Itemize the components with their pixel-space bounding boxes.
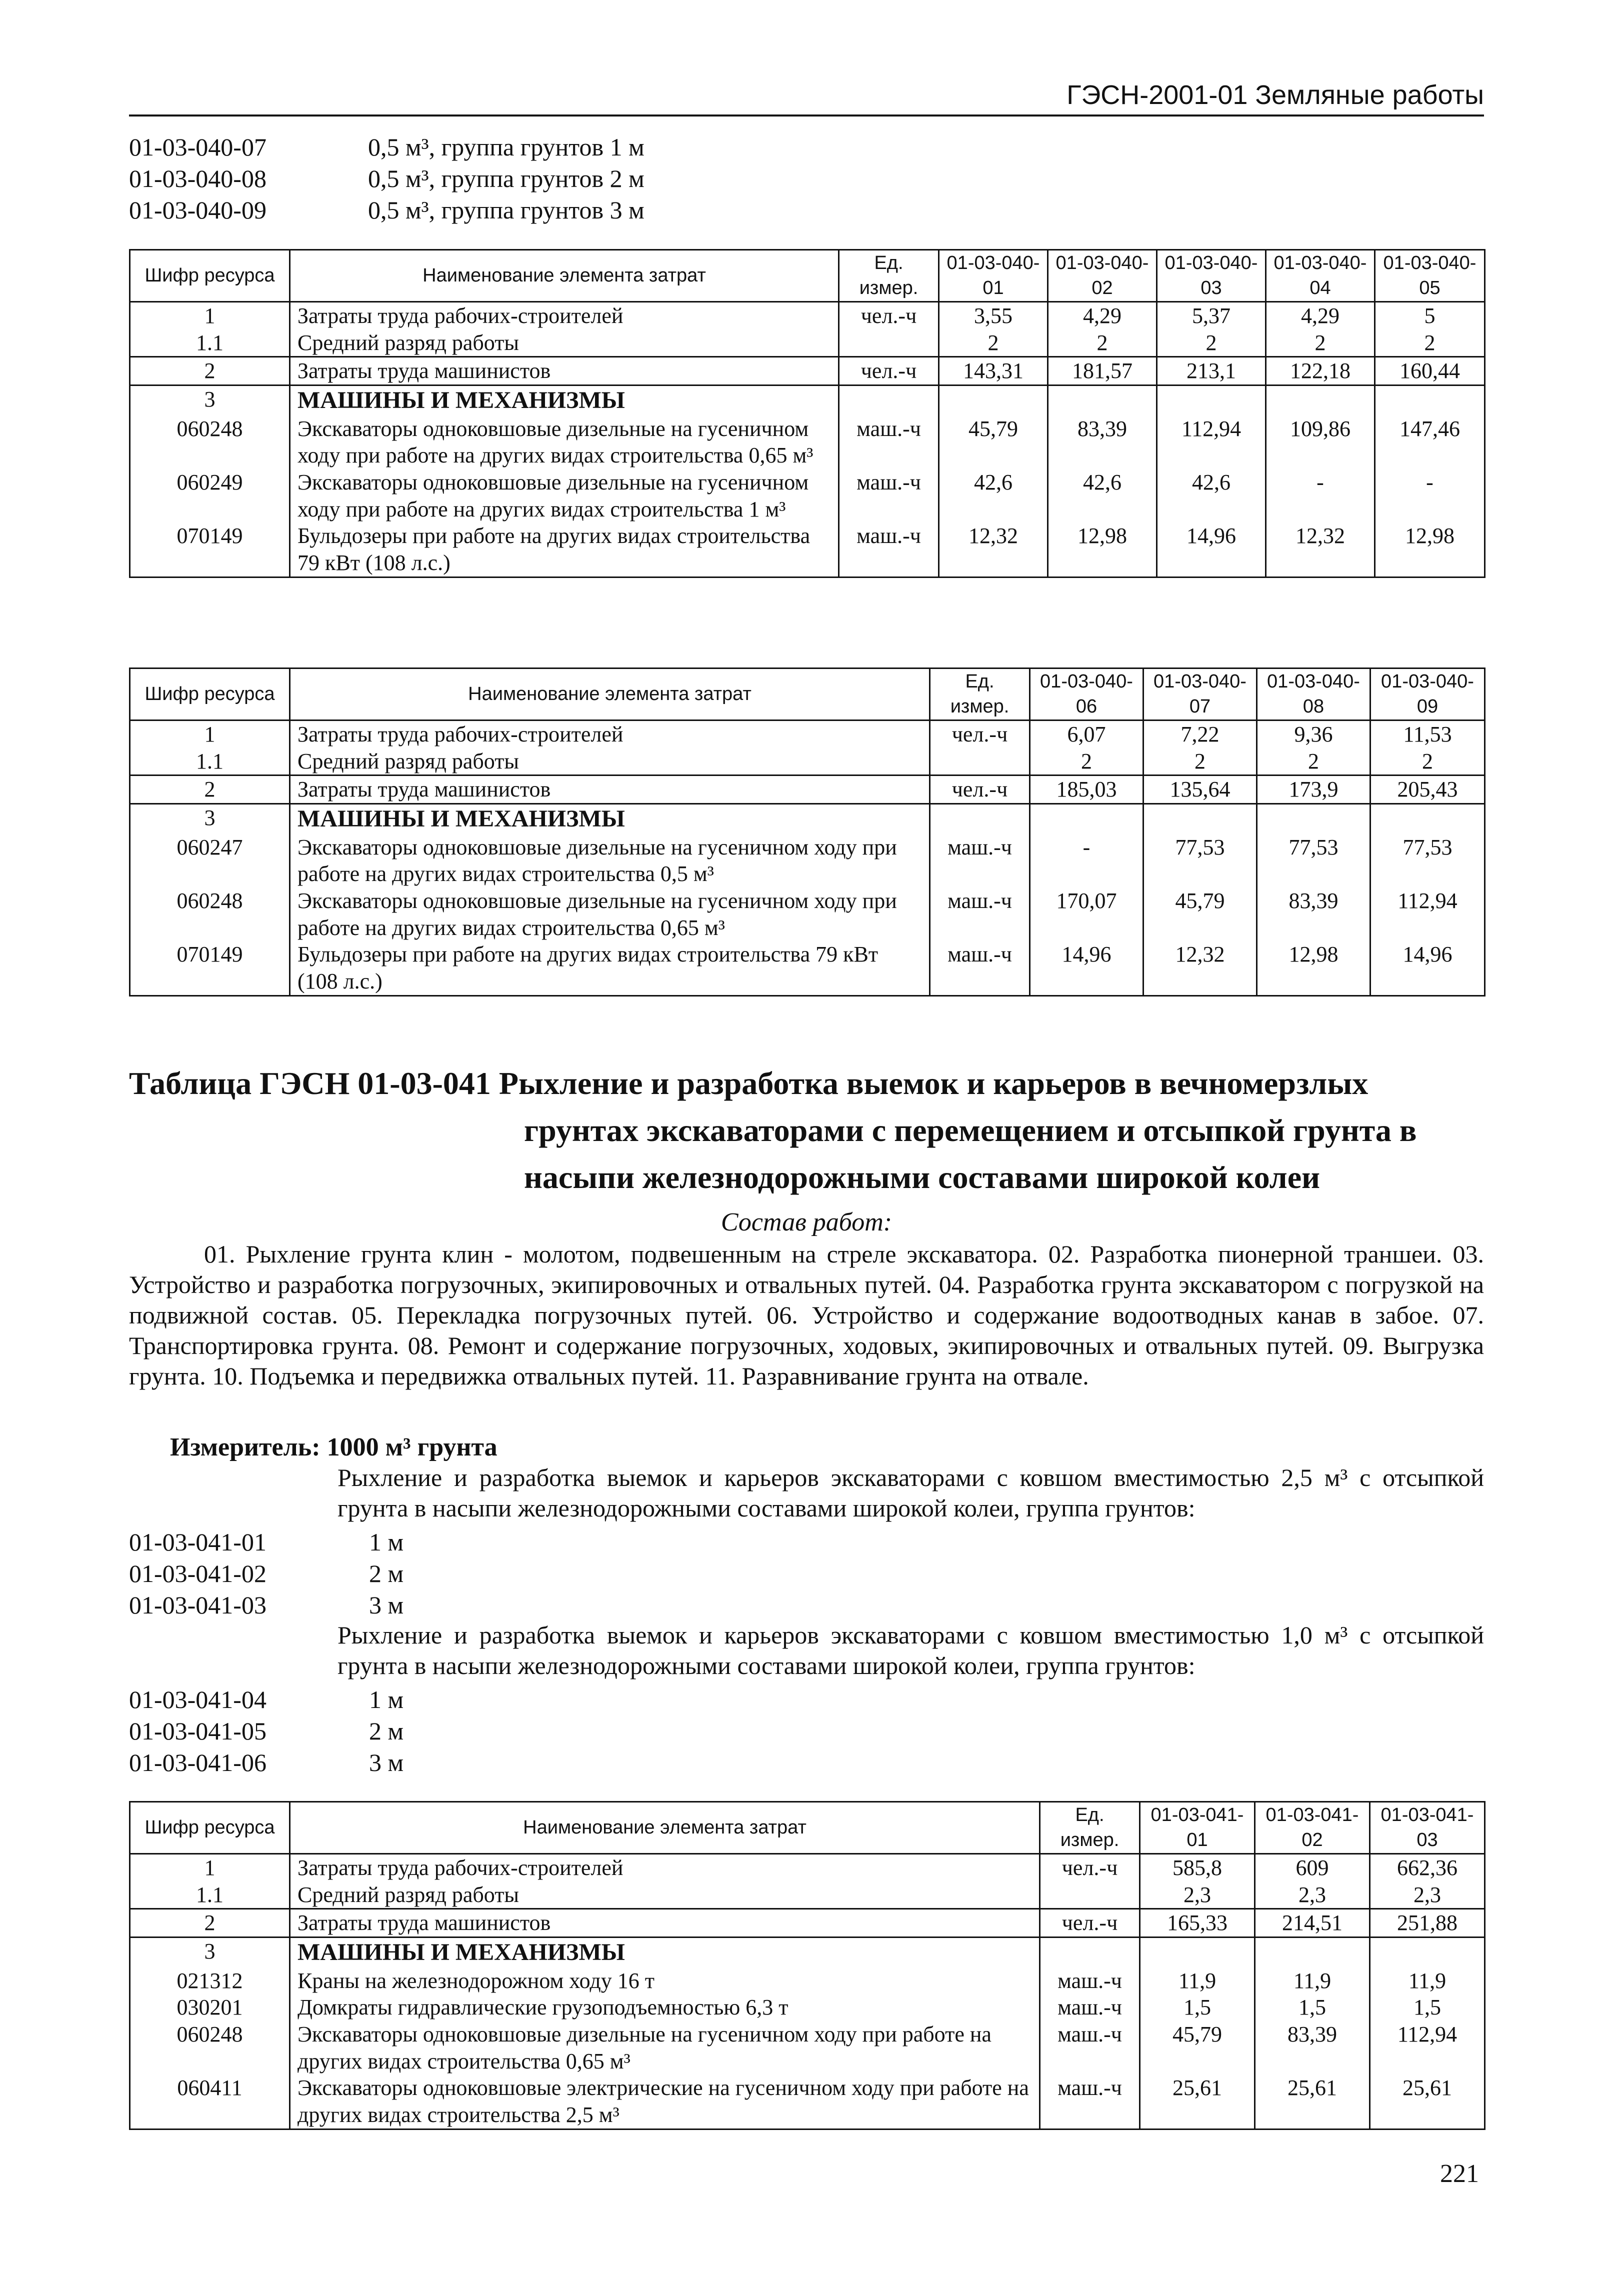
cell-value: 83,39	[1255, 2021, 1370, 2074]
cell-value	[1157, 386, 1266, 416]
cell-value: 214,51	[1255, 1909, 1370, 1938]
cell-value: 170,07	[1030, 888, 1144, 941]
table-row	[130, 748, 1485, 776]
code-row	[129, 196, 1484, 227]
code-desc: 2 м	[369, 1717, 404, 1745]
cell-value: 83,39	[1257, 888, 1370, 941]
table-row	[130, 720, 1485, 748]
table-title-line: грунтах экскаваторами с перемещением и отсыпкой грунта в	[524, 1112, 1417, 1148]
cell-value: 122,18	[1266, 357, 1375, 386]
cell-code: 1	[130, 1854, 290, 1882]
cell-value: 7,22	[1144, 720, 1257, 748]
cell-value: 109,86	[1266, 416, 1375, 469]
cell-value	[1144, 804, 1257, 834]
cell-value: 2,3	[1370, 1882, 1485, 1909]
cell-value	[1048, 386, 1157, 416]
col-header: 01-03-040-02	[1048, 250, 1157, 302]
cell-value: -	[1375, 469, 1485, 522]
table-row	[130, 1909, 1485, 1938]
cell-value	[1140, 1938, 1255, 1968]
section-title: МАШИНЫ И МЕХАНИЗМЫ	[290, 386, 839, 416]
cell-value	[1370, 1938, 1485, 1968]
cell-value: 12,98	[1257, 941, 1370, 996]
cell-unit	[1040, 1882, 1140, 1909]
cell-unit: маш.-ч	[930, 888, 1030, 941]
group-a-codes	[129, 1528, 1484, 1622]
code-row	[129, 1590, 1484, 1622]
cell-value: 11,9	[1370, 1968, 1485, 1994]
col-header: Ед. измер.	[839, 250, 939, 302]
page-number: 221	[1440, 2160, 1479, 2188]
col-header: 01-03-040-07	[1144, 668, 1257, 720]
cell-value: 5	[1375, 302, 1485, 330]
cell-value	[1030, 804, 1144, 834]
cell-code: 3	[130, 804, 290, 834]
table-row	[130, 941, 1485, 996]
cell-value: 83,39	[1048, 416, 1157, 469]
table-header-row	[130, 668, 1485, 720]
cell-name: Бульдозеры при работе на других видах строительства 79 кВт (108 л.с.)	[290, 941, 930, 996]
cell-value: 12,98	[1048, 522, 1157, 577]
group-a-text: Рыхление и разработка выемок и карьеров экскаваторами с ковшом вместимостью 2,5 м³ с отсыпкой грунта в насыпи железнодорожными составами широкой колеи, группа грунтов:	[338, 1464, 1484, 1522]
cell-name: Затраты труда рабочих-строителей	[290, 302, 839, 330]
col-header: Шифр ресурса	[130, 1802, 290, 1854]
cell-value: 147,46	[1375, 416, 1485, 469]
cell-value	[1255, 1938, 1370, 1968]
code: 01-03-041-03	[129, 1591, 266, 1619]
cell-code: 1.1	[130, 330, 290, 357]
table-row	[130, 776, 1485, 804]
cell-value: 2	[1266, 330, 1375, 357]
cell-value: 2	[939, 330, 1048, 357]
cell-unit: маш.-ч	[1040, 2074, 1140, 2129]
cell-value	[1266, 386, 1375, 416]
code-row	[129, 1685, 1484, 1716]
cell-value: 2	[1257, 748, 1370, 776]
cell-value	[1375, 386, 1485, 416]
cell-value: 25,61	[1140, 2074, 1255, 2129]
table-row	[130, 1994, 1485, 2021]
cell-value	[939, 386, 1048, 416]
table-row	[130, 1882, 1485, 1909]
cell-value: 2	[1375, 330, 1485, 357]
cell-unit: чел.-ч	[839, 302, 939, 330]
cell-value: 609	[1255, 1854, 1370, 1882]
cell-code: 060248	[130, 888, 290, 941]
cell-value: 165,33	[1140, 1909, 1255, 1938]
table-title-line: насыпи железнодорожными составами широкой колеи	[524, 1160, 1320, 1195]
cell-name: Затраты труда машинистов	[290, 1909, 1040, 1938]
cell-name: Затраты труда рабочих-строителей	[290, 720, 930, 748]
table-row	[130, 330, 1485, 357]
cell-value: 4,29	[1266, 302, 1375, 330]
cell-name: Затраты труда машинистов	[290, 357, 839, 386]
cell-unit: маш.-ч	[1040, 1994, 1140, 2021]
code-row	[129, 132, 1484, 164]
cell-value: 181,57	[1048, 357, 1157, 386]
cell-value: 205,43	[1370, 776, 1485, 804]
cell-code: 070149	[130, 522, 290, 577]
cell-unit	[839, 386, 939, 416]
cell-value: 77,53	[1370, 834, 1485, 888]
code: 01-03-040-09	[129, 196, 266, 224]
col-header: Ед. измер.	[1040, 1802, 1140, 1854]
cell-code: 021312	[130, 1968, 290, 1994]
cell-value: -	[1266, 469, 1375, 522]
code: 01-03-041-01	[129, 1528, 266, 1556]
cell-value: 12,32	[1144, 941, 1257, 996]
cell-unit: чел.-ч	[839, 357, 939, 386]
cell-name: Средний разряд работы	[290, 330, 839, 357]
code: 01-03-041-02	[129, 1560, 266, 1588]
cell-value: 173,9	[1257, 776, 1370, 804]
code-desc: 3 м	[369, 1591, 404, 1619]
header-title: ГЭСН-2001-01 Земляные работы	[1066, 80, 1484, 110]
cell-value: 42,6	[1048, 469, 1157, 522]
col-header: Шифр ресурса	[130, 668, 290, 720]
cell-unit: чел.-ч	[930, 776, 1030, 804]
cell-name: Затраты труда рабочих-строителей	[290, 1854, 1040, 1882]
code-row	[129, 1716, 1484, 1748]
cell-value: 45,79	[1140, 2021, 1255, 2074]
cell-code: 1.1	[130, 1882, 290, 1909]
col-header: Ед. измер.	[930, 668, 1030, 720]
cell-name: Экскаваторы одноковшовые дизельные на гусеничном ходу при работе на других видах строительства 0,65 м³	[290, 2021, 1040, 2074]
col-header: Наименование элемента затрат	[290, 668, 930, 720]
running-header	[129, 78, 1484, 116]
cell-unit	[930, 804, 1030, 834]
code-desc: 0,5 м³, группа грунтов 2 м	[368, 164, 644, 192]
code-row	[129, 1528, 1484, 1559]
cell-value: 14,96	[1157, 522, 1266, 577]
code-desc: 0,5 м³, группа грунтов 1 м	[368, 133, 644, 161]
cell-unit: маш.-ч	[839, 416, 939, 469]
cell-value: 77,53	[1257, 834, 1370, 888]
table-row	[130, 834, 1485, 888]
cell-unit: маш.-ч	[930, 941, 1030, 996]
cell-code: 2	[130, 776, 290, 804]
code-desc: 1 м	[369, 1686, 404, 1714]
cell-unit: маш.-ч	[839, 522, 939, 577]
cell-code: 1	[130, 720, 290, 748]
code-desc: 3 м	[369, 1748, 404, 1776]
cell-value: 112,94	[1157, 416, 1266, 469]
table-row	[130, 302, 1485, 330]
resource-table-2	[129, 668, 1486, 996]
measure-value: 1000 м³ грунта	[326, 1433, 498, 1462]
resource-table-1	[129, 249, 1486, 578]
cell-value: 251,88	[1370, 1909, 1485, 1938]
cell-unit: маш.-ч	[1040, 2021, 1140, 2074]
cell-value: -	[1030, 834, 1144, 888]
cell-value: 1,5	[1370, 1994, 1485, 2021]
code: 01-03-041-05	[129, 1717, 266, 1745]
code-row	[129, 1559, 1484, 1590]
table-title-line: Таблица ГЭСН 01-03-041 Рыхление и разработка выемок и карьеров в вечномерзлых	[129, 1066, 1368, 1101]
table-row	[130, 1854, 1485, 1882]
cell-value: 11,9	[1140, 1968, 1255, 1994]
cell-value: 45,79	[939, 416, 1048, 469]
cell-value: 2	[1030, 748, 1144, 776]
cell-value: 12,32	[1266, 522, 1375, 577]
section-title: МАШИНЫ И МЕХАНИЗМЫ	[290, 1938, 1040, 1968]
col-header: 01-03-040-04	[1266, 250, 1375, 302]
code-row	[129, 164, 1484, 196]
cell-code: 060247	[130, 834, 290, 888]
cell-value: 3,55	[939, 302, 1048, 330]
cell-value: 143,31	[939, 357, 1048, 386]
col-header: 01-03-041-02	[1255, 1802, 1370, 1854]
table-title	[129, 1060, 1484, 1201]
cell-name: Экскаваторы одноковшовые дизельные на гусеничном ходу при работе на других видах строительства 1 м³	[290, 469, 839, 522]
cell-code: 3	[130, 1938, 290, 1968]
cell-unit: маш.-ч	[1040, 1968, 1140, 1994]
cell-name: Затраты труда машинистов	[290, 776, 930, 804]
col-header: 01-03-040-05	[1375, 250, 1485, 302]
cell-value: 42,6	[939, 469, 1048, 522]
code-row	[129, 1748, 1484, 1780]
group-b-codes	[129, 1685, 1484, 1780]
cell-value: 11,9	[1255, 1968, 1370, 1994]
cell-unit	[1040, 1938, 1140, 1968]
cell-unit	[930, 748, 1030, 776]
cell-unit: чел.-ч	[930, 720, 1030, 748]
cell-value: 25,61	[1255, 2074, 1370, 2129]
cell-value: 2	[1144, 748, 1257, 776]
code: 01-03-040-07	[129, 133, 266, 161]
cell-name: Краны на железнодорожном ходу 16 т	[290, 1968, 1040, 1994]
table-row	[130, 1968, 1485, 1994]
cell-value: 11,53	[1370, 720, 1485, 748]
code: 01-03-041-06	[129, 1748, 266, 1776]
cell-value: 9,36	[1257, 720, 1370, 748]
cell-code: 1	[130, 302, 290, 330]
table-row	[130, 888, 1485, 941]
cell-value: 112,94	[1370, 2021, 1485, 2074]
table-row	[130, 2021, 1485, 2074]
cell-value: 1,5	[1140, 1994, 1255, 2021]
cell-unit: маш.-ч	[930, 834, 1030, 888]
cell-name: Средний разряд работы	[290, 1882, 1040, 1909]
col-header: Шифр ресурса	[130, 250, 290, 302]
col-header: 01-03-040-01	[939, 250, 1048, 302]
code-desc: 0,5 м³, группа грунтов 3 м	[368, 196, 644, 224]
cell-value: 1,5	[1255, 1994, 1370, 2021]
cell-value: 12,98	[1375, 522, 1485, 577]
cell-code: 060411	[130, 2074, 290, 2129]
cell-code: 030201	[130, 1994, 290, 2021]
cell-value: 213,1	[1157, 357, 1266, 386]
cell-code: 060248	[130, 416, 290, 469]
cell-code: 3	[130, 386, 290, 416]
cell-name: Экскаваторы одноковшовые дизельные на гусеничном ходу при работе на других видах строительства 0,65 м³	[290, 416, 839, 469]
col-header: 01-03-041-01	[1140, 1802, 1255, 1854]
table-row	[130, 522, 1485, 577]
cell-value: 112,94	[1370, 888, 1485, 941]
col-header: Наименование элемента затрат	[290, 250, 839, 302]
table-row	[130, 2074, 1485, 2129]
cell-value: 42,6	[1157, 469, 1266, 522]
table-row	[130, 357, 1485, 386]
cell-value: 160,44	[1375, 357, 1485, 386]
cell-value: 185,03	[1030, 776, 1144, 804]
cell-unit: чел.-ч	[1040, 1909, 1140, 1938]
code-desc: 1 м	[369, 1528, 404, 1556]
cell-code: 070149	[130, 941, 290, 996]
cell-code: 2	[130, 1909, 290, 1938]
table-header-row	[130, 1802, 1485, 1854]
code: 01-03-040-08	[129, 164, 266, 192]
col-header: 01-03-040-06	[1030, 668, 1144, 720]
section-title: МАШИНЫ И МЕХАНИЗМЫ	[290, 804, 930, 834]
col-header: Наименование элемента затрат	[290, 1802, 1040, 1854]
cell-unit: маш.-ч	[839, 469, 939, 522]
cell-value: 135,64	[1144, 776, 1257, 804]
cell-name: Экскаваторы одноковшовые дизельные на гусеничном ходу при работе на других видах строительства 0,5 м³	[290, 834, 930, 888]
table-header-row	[130, 250, 1485, 302]
cell-code: 1.1	[130, 748, 290, 776]
composition-text: 01. Рыхление грунта клин - молотом, подвешенным на стреле экскаватора. 02. Разработка пионерной траншеи. 03. Устройство и разработка погрузочных, экипировочных и отвальных путей. 04. Разработка грунта экскаватором с погрузкой на подвижной состав. 05. Перекладка погрузочных путей. 06. Устройство и содержание водоотводных канав в забое. 07. Транспортировка грунта. 08. Ремонт и содержание погрузочных, ходовых, экипировочных и отвальных путей. 09. Выгрузка грунта. 10. Подъемка и передвижка отвальных путей. 11. Разравнивание грунта на отвале.	[129, 1240, 1484, 1390]
cell-value: 2	[1157, 330, 1266, 357]
cell-value: 5,37	[1157, 302, 1266, 330]
cell-value	[1257, 804, 1370, 834]
cell-value: 14,96	[1030, 941, 1144, 996]
measure-line	[170, 1432, 498, 1462]
cell-unit: чел.-ч	[1040, 1854, 1140, 1882]
cell-name: Бульдозеры при работе на других видах строительства 79 кВт (108 л.с.)	[290, 522, 839, 577]
top-code-list	[129, 132, 1484, 227]
table-row	[130, 469, 1485, 522]
cell-name: Экскаваторы одноковшовые дизельные на гусеничном ходу при работе на других видах строительства 0,65 м³	[290, 888, 930, 941]
cell-value: 6,07	[1030, 720, 1144, 748]
cell-value	[1370, 804, 1485, 834]
cell-code: 2	[130, 357, 290, 386]
col-header: 01-03-040-08	[1257, 668, 1370, 720]
cell-name: Экскаваторы одноковшовые электрические на гусеничном ходу при работе на других видах строительства 2,5 м³	[290, 2074, 1040, 2129]
cell-value: 2	[1370, 748, 1485, 776]
table-row	[130, 386, 1485, 416]
table-row	[130, 1938, 1485, 1968]
composition-heading: Состав работ:	[720, 1208, 892, 1236]
col-header: 01-03-040-03	[1157, 250, 1266, 302]
col-header: 01-03-041-03	[1370, 1802, 1485, 1854]
cell-value: 25,61	[1370, 2074, 1485, 2129]
cell-value: 45,79	[1144, 888, 1257, 941]
cell-value: 2	[1048, 330, 1157, 357]
cell-value: 77,53	[1144, 834, 1257, 888]
measure-label: Измеритель:	[170, 1433, 320, 1462]
table-row	[130, 416, 1485, 469]
group-b-text: Рыхление и разработка выемок и карьеров экскаваторами с ковшом вместимостью 1,0 м³ с отсыпкой грунта в насыпи железнодорожными составами широкой колеи, группа грунтов:	[338, 1621, 1484, 1680]
cell-name: Домкраты гидравлические грузоподъемностью 6,3 т	[290, 1994, 1040, 2021]
cell-value: 4,29	[1048, 302, 1157, 330]
cell-value: 2,3	[1255, 1882, 1370, 1909]
cell-code: 060248	[130, 2021, 290, 2074]
cell-code: 060249	[130, 469, 290, 522]
col-header: 01-03-040-09	[1370, 668, 1485, 720]
cell-value: 585,8	[1140, 1854, 1255, 1882]
resource-table-3	[129, 1801, 1486, 2130]
cell-value: 14,96	[1370, 941, 1485, 996]
code-desc: 2 м	[369, 1560, 404, 1588]
table-row	[130, 804, 1485, 834]
cell-value: 12,32	[939, 522, 1048, 577]
cell-value: 662,36	[1370, 1854, 1485, 1882]
cell-unit	[839, 330, 939, 357]
cell-name: Средний разряд работы	[290, 748, 930, 776]
cell-value: 2,3	[1140, 1882, 1255, 1909]
code: 01-03-041-04	[129, 1686, 266, 1714]
